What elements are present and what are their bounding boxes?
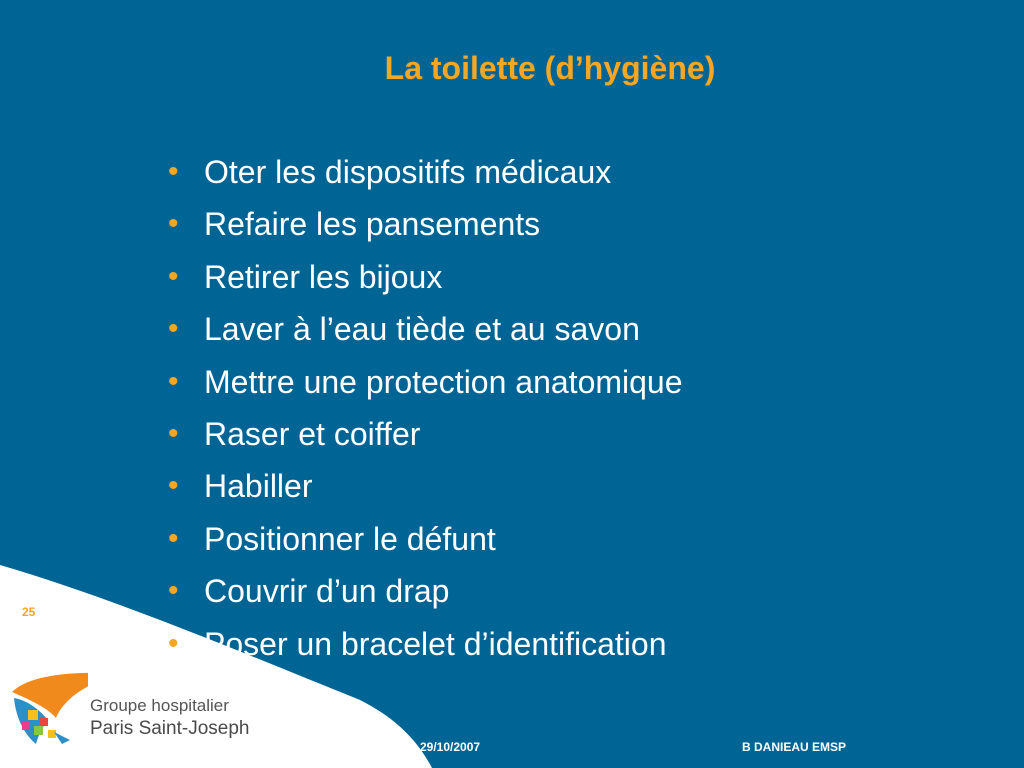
bullet-dot-icon: •	[168, 364, 179, 398]
bullet-item	[160, 305, 683, 357]
bullet-item	[160, 515, 683, 567]
bullet-dot-icon: •	[168, 259, 179, 293]
bullet-dot-icon: •	[168, 521, 179, 555]
footer-date: 29/10/2007	[420, 740, 481, 754]
bullet-item	[160, 253, 683, 305]
bullet-item	[160, 410, 683, 462]
hospital-logo-icon	[8, 670, 88, 750]
logo-hospital-name: Paris Saint-Joseph	[90, 718, 250, 739]
bullet-text: Retirer les bijoux	[204, 258, 443, 295]
hospital-logo	[8, 670, 268, 750]
bullet-text: Poser un bracelet d’identification	[204, 625, 667, 662]
bullet-text: Couvrir d’un drap	[204, 573, 450, 610]
bullet-item	[160, 462, 683, 514]
bullet-list	[160, 148, 683, 672]
bullet-item	[160, 620, 683, 672]
bullet-item	[160, 358, 683, 410]
bullet-item	[160, 200, 683, 252]
slide-page-number: 25	[22, 605, 36, 619]
footer-author: B DANIEAU EMSP	[742, 740, 847, 754]
bullet-text: Laver à l’eau tiède et au savon	[204, 311, 640, 348]
bullet-text: Oter les dispositifs médicaux	[204, 154, 612, 190]
bullet-dot-icon: •	[168, 626, 179, 660]
logo-group-text: Groupe hospitalier	[90, 696, 229, 715]
bullet-dot-icon: •	[168, 574, 179, 608]
bullet-item	[160, 148, 683, 200]
bullet-text: Refaire les pansements	[204, 206, 541, 243]
bullet-text: Positionner le défunt	[204, 520, 496, 557]
bullet-item	[160, 567, 683, 619]
bullet-text: Mettre une protection anatomique	[204, 363, 683, 400]
slide-title: La toilette (d’hygiène)	[384, 50, 716, 86]
bullet-dot-icon: •	[168, 207, 179, 241]
bullet-dot-icon: •	[168, 469, 179, 503]
bullet-text: Habiller	[204, 468, 313, 505]
bullet-dot-icon: •	[168, 155, 179, 188]
bullet-dot-icon: •	[168, 416, 179, 450]
bullet-dot-icon: •	[168, 312, 179, 346]
bullet-text: Raser et coiffer	[204, 415, 421, 452]
